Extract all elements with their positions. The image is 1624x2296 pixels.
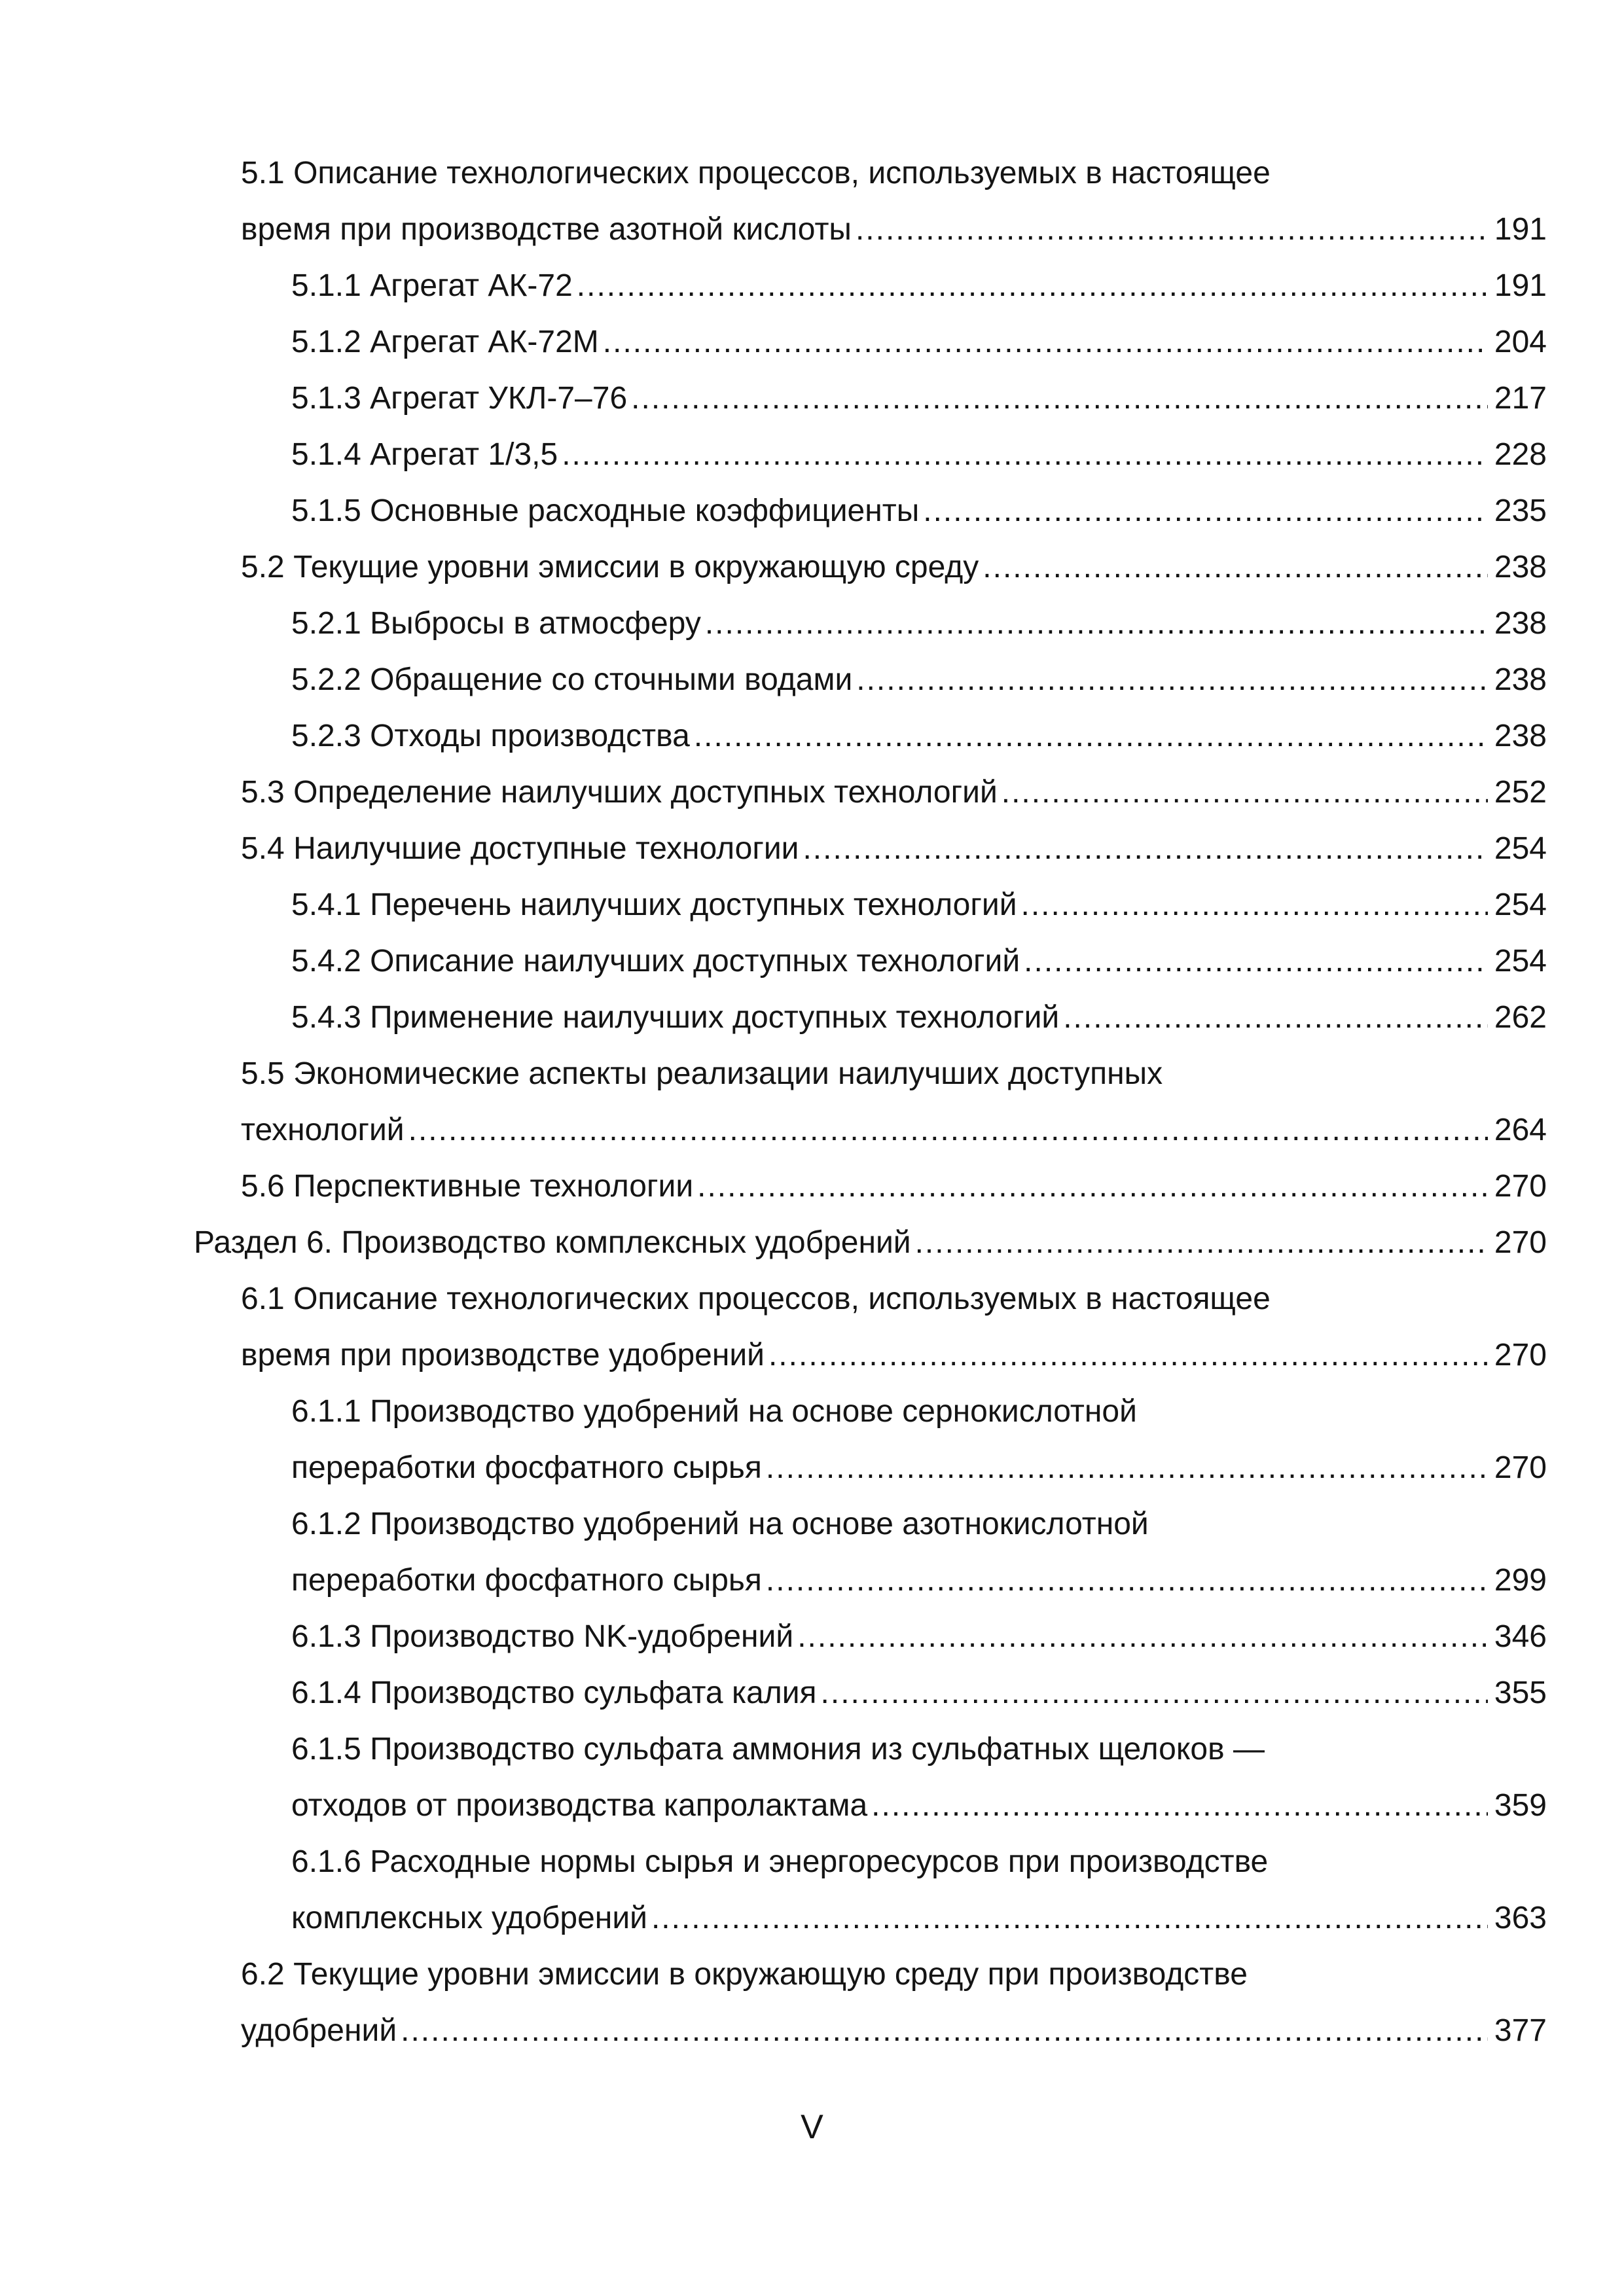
toc-entry-text: 5.2 Текущие уровни эмиссии в окружающую среду <box>241 545 983 590</box>
dot-leader <box>766 1445 1488 1491</box>
toc-entry-6-1-1[interactable] <box>291 1389 1547 1435</box>
toc-entry-text: 5.2.3 Отходы производства <box>291 713 694 759</box>
toc-entry-page: 270 <box>1494 1338 1547 1372</box>
dot-leader <box>1001 770 1488 816</box>
dot-leader <box>856 207 1488 253</box>
toc-entry-6-1-6[interactable] <box>291 1839 1547 1885</box>
toc-entry-5-1-2[interactable] <box>291 319 1547 365</box>
toc-entry-page: 363 <box>1494 1901 1547 1935</box>
toc-entry-text: удобрений <box>241 2008 401 2054</box>
toc-entry-6-1-1-cont[interactable] <box>291 1445 1547 1491</box>
toc-entry-text: 5.1.5 Основные расходные коэффициенты <box>291 488 923 534</box>
toc-entry-text: 6.1.2 Производство удобрений на основе азотнокислотной <box>291 1501 1153 1547</box>
toc-entry-6-1-6-cont[interactable] <box>291 1895 1547 1941</box>
toc-entry-6-1-5[interactable] <box>291 1727 1547 1772</box>
dot-leader <box>766 1558 1488 1604</box>
toc-entry-page: 270 <box>1494 1450 1547 1485</box>
dot-leader <box>697 1164 1488 1210</box>
toc-entry-5-1[interactable] <box>241 151 1547 196</box>
toc-entry-6-1-cont[interactable] <box>241 1333 1547 1378</box>
dot-leader <box>803 826 1487 872</box>
toc-entry-page: 238 <box>1494 550 1547 584</box>
toc-entry-text: переработки фосфатного сырья <box>291 1558 766 1604</box>
dot-leader <box>856 657 1488 703</box>
toc-entry-6-2[interactable] <box>241 1952 1547 1998</box>
toc-entry-text: 5.3 Определение наилучших доступных технологий <box>241 770 1001 816</box>
toc-entry-text: 6.1.1 Производство удобрений на основе сернокислотной <box>291 1389 1141 1435</box>
toc-entry-6-1-4[interactable] <box>291 1670 1547 1716</box>
toc-entry-text: 6.1 Описание технологических процессов, используемых в настоящее <box>241 1276 1274 1322</box>
toc-entry-text: 6.1.3 Производство NK-удобрений <box>291 1614 797 1660</box>
toc-entry-5-2-3[interactable] <box>291 713 1547 759</box>
toc-entry-text: Раздел 6. Производство комплексных удобрений <box>194 1220 915 1266</box>
toc-entry-text: 5.2.2 Обращение со сточными водами <box>291 657 856 703</box>
toc-entry-text: 5.2.1 Выбросы в атмосферу <box>291 601 705 647</box>
dot-leader <box>401 2008 1488 2054</box>
toc-entry-page: 254 <box>1494 888 1547 922</box>
toc-entry-5-4-1[interactable] <box>291 882 1547 928</box>
toc-entry-page: 270 <box>1494 1225 1547 1260</box>
dot-leader <box>915 1220 1488 1266</box>
toc-entry-text: 6.2 Текущие уровни эмиссии в окружающую среду при производстве <box>241 1952 1252 1998</box>
toc-entry-5-1-5[interactable] <box>291 488 1547 534</box>
dot-leader <box>577 263 1488 309</box>
dot-leader <box>1024 939 1488 984</box>
dot-leader <box>768 1333 1488 1378</box>
toc-entry-text: 6.1.5 Производство сульфата аммония из сульфатных щелоков — <box>291 1727 1269 1772</box>
toc-entry-5-1-4[interactable] <box>291 432 1547 478</box>
toc-entry-text: переработки фосфатного сырья <box>291 1445 766 1491</box>
toc-entry-page: 262 <box>1494 1000 1547 1035</box>
toc-entry-5-4-3[interactable] <box>291 995 1547 1041</box>
dot-leader <box>694 713 1488 759</box>
toc-entry-text: 5.1.4 Агрегат 1/3,5 <box>291 432 562 478</box>
toc-entry-page: 217 <box>1494 381 1547 416</box>
dot-leader <box>631 376 1488 422</box>
toc-entry-page: 270 <box>1494 1169 1547 1204</box>
dot-leader <box>923 488 1488 534</box>
dot-leader <box>797 1614 1488 1660</box>
toc-entry-5-2[interactable] <box>241 545 1547 590</box>
dot-leader <box>651 1895 1488 1941</box>
toc-entry-5-2-2[interactable] <box>291 657 1547 703</box>
toc-entry-page: 299 <box>1494 1563 1547 1598</box>
dot-leader <box>562 432 1488 478</box>
toc-entry-5-2-1[interactable] <box>291 601 1547 647</box>
toc-entry-page: 346 <box>1494 1619 1547 1654</box>
toc-entry-page: 228 <box>1494 437 1547 472</box>
toc-entry-text: комплексных удобрений <box>291 1895 651 1941</box>
toc-entry-text: технологий <box>241 1107 408 1153</box>
toc-entry-text: 6.1.4 Производство сульфата калия <box>291 1670 821 1716</box>
toc-entry-text: отходов от производства капролактама <box>291 1783 871 1829</box>
toc-entry-text: 5.4 Наилучшие доступные технологии <box>241 826 803 872</box>
dot-leader <box>1021 882 1488 928</box>
toc-entry-page: 238 <box>1494 606 1547 641</box>
toc-entry-section-6[interactable] <box>194 1220 1547 1266</box>
toc-entry-text: 5.6 Перспективные технологии <box>241 1164 697 1210</box>
dot-leader <box>705 601 1488 647</box>
toc-entry-page: 264 <box>1494 1113 1547 1147</box>
toc-entry-page: 238 <box>1494 719 1547 753</box>
toc-entry-text: 5.5 Экономические аспекты реализации наилучших доступных <box>241 1051 1166 1097</box>
toc-entry-5-3[interactable] <box>241 770 1547 816</box>
toc-entry-text: 5.4.2 Описание наилучших доступных технологий <box>291 939 1024 984</box>
toc-entry-page: 204 <box>1494 325 1547 359</box>
toc-entry-text: 5.1.2 Агрегат АК-72М <box>291 319 603 365</box>
toc-entry-5-4-2[interactable] <box>291 939 1547 984</box>
toc-entry-5-4[interactable] <box>241 826 1547 872</box>
toc-entry-text: 6.1.6 Расходные нормы сырья и энергоресурсов при производстве <box>291 1839 1272 1885</box>
toc-entry-5-1-3[interactable] <box>291 376 1547 422</box>
dot-leader <box>603 319 1488 365</box>
dot-leader <box>821 1670 1488 1716</box>
toc-entry-6-1-3[interactable] <box>291 1614 1547 1660</box>
toc-entry-6-1[interactable] <box>241 1276 1547 1322</box>
toc-entry-page: 252 <box>1494 775 1547 810</box>
toc-entry-5-1-cont[interactable] <box>241 207 1547 253</box>
toc-entry-page: 254 <box>1494 944 1547 978</box>
dot-leader <box>1063 995 1488 1041</box>
dot-leader <box>408 1107 1488 1153</box>
toc-entry-6-1-5-cont[interactable] <box>291 1783 1547 1829</box>
toc-entry-5-5[interactable] <box>241 1051 1547 1097</box>
toc-entry-page: 377 <box>1494 2013 1547 2048</box>
toc-entry-6-1-2-cont[interactable] <box>291 1558 1547 1604</box>
toc-entry-text: 5.1 Описание технологических процессов, используемых в настоящее <box>241 151 1274 196</box>
toc-entry-page: 191 <box>1494 268 1547 303</box>
toc-entry-6-2-cont[interactable] <box>241 2008 1547 2054</box>
toc-entry-text: 5.1.3 Агрегат УКЛ-7–76 <box>291 376 631 422</box>
toc-entry-5-1-1[interactable] <box>291 263 1547 309</box>
toc-entry-page: 359 <box>1494 1788 1547 1823</box>
toc-entry-page: 254 <box>1494 831 1547 866</box>
toc-entry-page: 238 <box>1494 662 1547 697</box>
toc-entry-page: 191 <box>1494 212 1547 247</box>
toc-entry-text: 5.1.1 Агрегат АК-72 <box>291 263 577 309</box>
toc-entry-page: 355 <box>1494 1676 1547 1710</box>
toc-entry-text: время при производстве удобрений <box>241 1333 768 1378</box>
toc-entry-text: время при производстве азотной кислоты <box>241 207 856 253</box>
dot-leader <box>983 545 1488 590</box>
toc-entry-5-6[interactable] <box>241 1164 1547 1210</box>
toc-entry-6-1-2[interactable] <box>291 1501 1547 1547</box>
toc-entry-text: 5.4.1 Перечень наилучших доступных технологий <box>291 882 1021 928</box>
toc-entry-text: 5.4.3 Применение наилучших доступных технологий <box>291 995 1063 1041</box>
page-number: V <box>801 2108 823 2146</box>
toc-entry-page: 235 <box>1494 493 1547 528</box>
toc-entry-5-5-cont[interactable] <box>241 1107 1547 1153</box>
dot-leader <box>871 1783 1488 1829</box>
